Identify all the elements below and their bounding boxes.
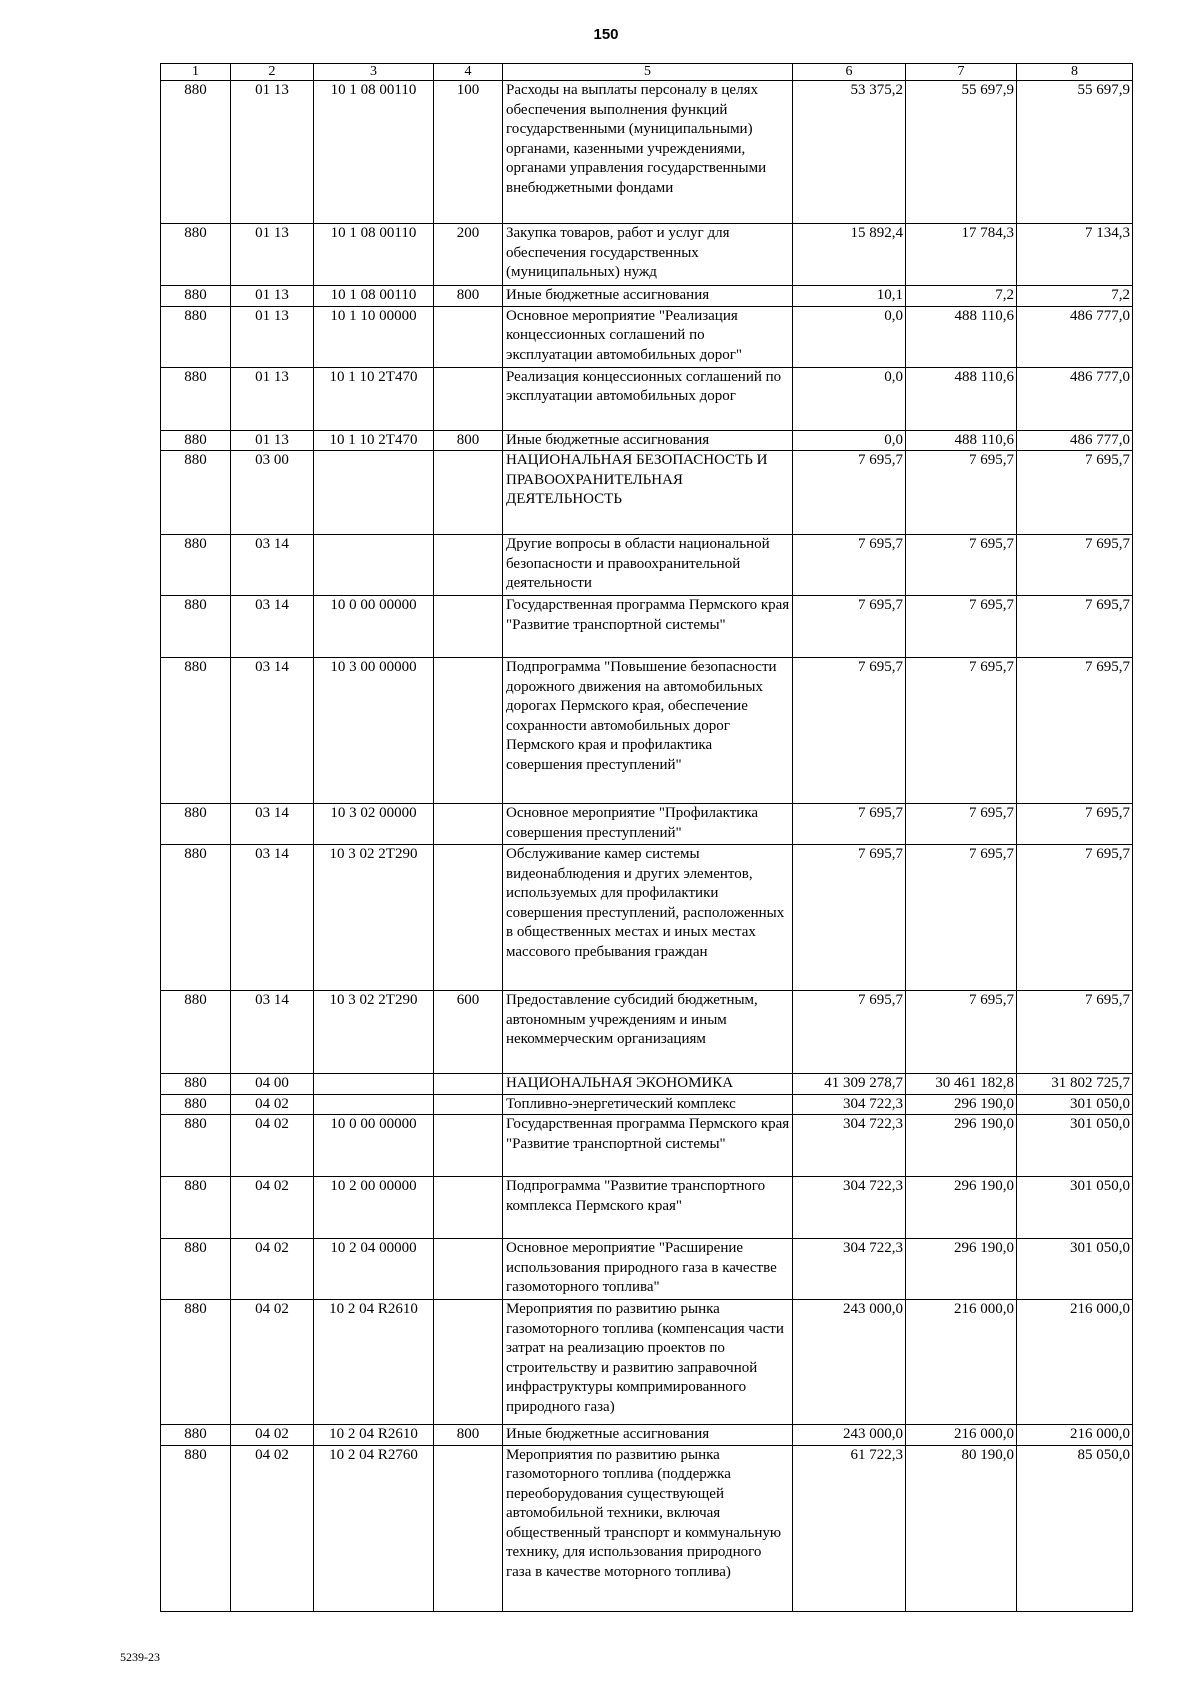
cell-amount-2: 17 784,3	[906, 224, 1017, 286]
cell-description: Мероприятия по развитию рынка газомоторного топлива (компенсация части затрат на реализацию проектов по строительству и развитию заправочной инфраструктуры компримированного природного газа)	[503, 1300, 793, 1425]
column-header: 2	[231, 64, 314, 81]
cell-amount-1: 7 695,7	[793, 991, 906, 1074]
cell-section: 04 02	[231, 1445, 314, 1611]
cell-target-article: 10 1 10 00000	[314, 306, 434, 367]
cell-expense-type	[434, 451, 503, 535]
cell-target-article: 10 3 02 2Т290	[314, 845, 434, 991]
cell-expense-type	[434, 1445, 503, 1611]
cell-description: Основное мероприятие "Профилактика совершения преступлений"	[503, 804, 793, 845]
cell-description: Другие вопросы в области национальной безопасности и правоохранительной деятельности	[503, 535, 793, 596]
column-header: 1	[161, 64, 231, 81]
cell-section: 03 14	[231, 804, 314, 845]
cell-amount-1: 61 722,3	[793, 1445, 906, 1611]
cell-amount-2: 7 695,7	[906, 451, 1017, 535]
cell-amount-3: 7,2	[1017, 286, 1133, 307]
cell-section: 04 02	[231, 1115, 314, 1177]
cell-amount-2: 216 000,0	[906, 1425, 1017, 1446]
table-row	[161, 991, 1133, 1074]
cell-amount-2: 7,2	[906, 286, 1017, 307]
cell-section: 04 02	[231, 1239, 314, 1300]
cell-section: 01 13	[231, 430, 314, 451]
cell-amount-2: 296 190,0	[906, 1177, 1017, 1239]
cell-expense-type	[434, 1177, 503, 1239]
cell-ministry: 880	[161, 658, 231, 804]
cell-section: 03 00	[231, 451, 314, 535]
cell-expense-type	[434, 1094, 503, 1115]
cell-description: Основное мероприятие "Расширение использования природного газа в качестве газомоторного топлива"	[503, 1239, 793, 1300]
cell-amount-3: 486 777,0	[1017, 306, 1133, 367]
cell-description: Закупка товаров, работ и услуг для обеспечения государственных (муниципальных) нужд	[503, 224, 793, 286]
column-header: 8	[1017, 64, 1133, 81]
cell-expense-type	[434, 804, 503, 845]
cell-expense-type	[434, 535, 503, 596]
cell-ministry: 880	[161, 1300, 231, 1425]
cell-ministry: 880	[161, 596, 231, 658]
cell-expense-type	[434, 1074, 503, 1095]
cell-ministry: 880	[161, 1445, 231, 1611]
cell-section: 03 14	[231, 535, 314, 596]
cell-amount-3: 216 000,0	[1017, 1300, 1133, 1425]
cell-section: 01 13	[231, 367, 314, 430]
cell-target-article: 10 2 04 00000	[314, 1239, 434, 1300]
cell-amount-3: 301 050,0	[1017, 1177, 1133, 1239]
cell-description: Предоставление субсидий бюджетным, автономным учреждениям и иным некоммерческим организациям	[503, 991, 793, 1074]
cell-description: Реализация концессионных соглашений по эксплуатации автомобильных дорог	[503, 367, 793, 430]
cell-ministry: 880	[161, 286, 231, 307]
cell-amount-3: 486 777,0	[1017, 367, 1133, 430]
cell-amount-1: 41 309 278,7	[793, 1074, 906, 1095]
cell-amount-3: 7 695,7	[1017, 658, 1133, 804]
cell-ministry: 880	[161, 306, 231, 367]
cell-expense-type	[434, 367, 503, 430]
cell-section: 01 13	[231, 286, 314, 307]
cell-ministry: 880	[161, 1239, 231, 1300]
cell-target-article: 10 2 00 00000	[314, 1177, 434, 1239]
cell-amount-2: 488 110,6	[906, 430, 1017, 451]
cell-amount-1: 7 695,7	[793, 451, 906, 535]
cell-expense-type: 100	[434, 81, 503, 224]
cell-description: Основное мероприятие "Реализация концессионных соглашений по эксплуатации автомобильных дорог"	[503, 306, 793, 367]
cell-amount-1: 243 000,0	[793, 1425, 906, 1446]
cell-expense-type: 600	[434, 991, 503, 1074]
cell-target-article: 10 0 00 00000	[314, 596, 434, 658]
cell-amount-2: 296 190,0	[906, 1239, 1017, 1300]
cell-ministry: 880	[161, 81, 231, 224]
cell-amount-2: 80 190,0	[906, 1445, 1017, 1611]
cell-ministry: 880	[161, 451, 231, 535]
cell-amount-2: 7 695,7	[906, 596, 1017, 658]
cell-ministry: 880	[161, 367, 231, 430]
cell-expense-type	[434, 1239, 503, 1300]
cell-amount-1: 304 722,3	[793, 1177, 906, 1239]
cell-ministry: 880	[161, 430, 231, 451]
cell-expense-type	[434, 845, 503, 991]
cell-section: 04 02	[231, 1177, 314, 1239]
cell-section: 03 14	[231, 991, 314, 1074]
cell-description: Иные бюджетные ассигнования	[503, 286, 793, 307]
table-row	[161, 224, 1133, 286]
table-row	[161, 1239, 1133, 1300]
cell-target-article: 10 3 02 00000	[314, 804, 434, 845]
cell-amount-2: 7 695,7	[906, 991, 1017, 1074]
cell-target-article: 10 1 08 00110	[314, 286, 434, 307]
cell-ministry: 880	[161, 1074, 231, 1095]
cell-expense-type: 800	[434, 430, 503, 451]
cell-expense-type: 200	[434, 224, 503, 286]
cell-target-article: 10 3 02 2Т290	[314, 991, 434, 1074]
cell-amount-2: 7 695,7	[906, 804, 1017, 845]
cell-target-article: 10 1 08 00110	[314, 81, 434, 224]
cell-amount-2: 55 697,9	[906, 81, 1017, 224]
table-row	[161, 845, 1133, 991]
cell-amount-2: 488 110,6	[906, 367, 1017, 430]
cell-amount-3: 216 000,0	[1017, 1425, 1133, 1446]
cell-section: 04 02	[231, 1425, 314, 1446]
table-header	[161, 64, 1133, 81]
cell-amount-1: 0,0	[793, 306, 906, 367]
cell-expense-type: 800	[434, 286, 503, 307]
cell-target-article: 10 1 08 00110	[314, 224, 434, 286]
cell-amount-1: 7 695,7	[793, 804, 906, 845]
cell-ministry: 880	[161, 1425, 231, 1446]
cell-amount-3: 55 697,9	[1017, 81, 1133, 224]
cell-expense-type	[434, 1115, 503, 1177]
cell-section: 03 14	[231, 596, 314, 658]
cell-target-article: 10 2 04 R2610	[314, 1425, 434, 1446]
cell-amount-3: 7 134,3	[1017, 224, 1133, 286]
cell-amount-1: 15 892,4	[793, 224, 906, 286]
cell-section: 01 13	[231, 81, 314, 224]
cell-amount-3: 85 050,0	[1017, 1445, 1133, 1611]
cell-description: Обслуживание камер системы видеонаблюдения и других элементов, используемых для профилактики совершения преступлений, расположенных в общественных местах и иных местах массового пребывания граждан	[503, 845, 793, 991]
table-header-row	[161, 64, 1133, 81]
cell-description: Иные бюджетные ассигнования	[503, 430, 793, 451]
table-row	[161, 596, 1133, 658]
cell-section: 04 00	[231, 1074, 314, 1095]
table-row	[161, 451, 1133, 535]
table-row	[161, 1074, 1133, 1095]
cell-description: Мероприятия по развитию рынка газомоторного топлива (поддержка переоборудования существующей автомобильной техники, включая общественный транспорт и коммунальную технику, для использования природного газа в качестве моторного топлива)	[503, 1445, 793, 1611]
cell-expense-type	[434, 306, 503, 367]
cell-target-article: 10 2 04 R2760	[314, 1445, 434, 1611]
document-code: 5239-23	[120, 1650, 160, 1664]
table-row	[161, 1115, 1133, 1177]
cell-amount-3: 7 695,7	[1017, 991, 1133, 1074]
cell-ministry: 880	[161, 1115, 231, 1177]
column-header: 5	[503, 64, 793, 81]
table-row	[161, 81, 1133, 224]
cell-amount-1: 304 722,3	[793, 1115, 906, 1177]
page-number: 150	[593, 26, 619, 43]
cell-description: Топливно-энергетический комплекс	[503, 1094, 793, 1115]
cell-description: Подпрограмма "Развитие транспортного комплекса Пермского края"	[503, 1177, 793, 1239]
cell-description: Подпрограмма "Повышение безопасности дорожного движения на автомобильных дорогах Пермского края, обеспечение сохранности автомобильных дорог Пермского края и профилактика совершения преступлений"	[503, 658, 793, 804]
cell-amount-1: 7 695,7	[793, 596, 906, 658]
cell-expense-type	[434, 596, 503, 658]
cell-amount-2: 296 190,0	[906, 1094, 1017, 1115]
cell-amount-3: 301 050,0	[1017, 1115, 1133, 1177]
cell-amount-2: 7 695,7	[906, 845, 1017, 991]
cell-amount-1: 243 000,0	[793, 1300, 906, 1425]
budget-table	[160, 63, 1133, 1612]
cell-amount-2: 216 000,0	[906, 1300, 1017, 1425]
table-row	[161, 430, 1133, 451]
cell-target-article	[314, 535, 434, 596]
cell-amount-3: 7 695,7	[1017, 804, 1133, 845]
cell-description: Государственная программа Пермского края "Развитие транспортной системы"	[503, 1115, 793, 1177]
cell-target-article: 10 0 00 00000	[314, 1115, 434, 1177]
cell-amount-1: 7 695,7	[793, 658, 906, 804]
cell-section: 04 02	[231, 1094, 314, 1115]
cell-amount-1: 0,0	[793, 367, 906, 430]
cell-expense-type	[434, 1300, 503, 1425]
cell-ministry: 880	[161, 1177, 231, 1239]
column-header: 3	[314, 64, 434, 81]
cell-amount-2: 30 461 182,8	[906, 1074, 1017, 1095]
cell-ministry: 880	[161, 1094, 231, 1115]
cell-ministry: 880	[161, 224, 231, 286]
cell-ministry: 880	[161, 535, 231, 596]
table-row	[161, 1425, 1133, 1446]
cell-amount-1: 304 722,3	[793, 1239, 906, 1300]
cell-target-article: 10 3 00 00000	[314, 658, 434, 804]
table-row	[161, 1445, 1133, 1611]
table-row	[161, 1177, 1133, 1239]
cell-target-article: 10 1 10 2Т470	[314, 430, 434, 451]
cell-section: 04 02	[231, 1300, 314, 1425]
cell-amount-1: 7 695,7	[793, 535, 906, 596]
cell-amount-2: 7 695,7	[906, 658, 1017, 804]
cell-target-article	[314, 451, 434, 535]
cell-amount-1: 0,0	[793, 430, 906, 451]
cell-amount-2: 7 695,7	[906, 535, 1017, 596]
table-row	[161, 658, 1133, 804]
table-body	[161, 81, 1133, 1612]
table-row	[161, 1300, 1133, 1425]
cell-amount-1: 10,1	[793, 286, 906, 307]
table-row	[161, 1094, 1133, 1115]
cell-description: Иные бюджетные ассигнования	[503, 1425, 793, 1446]
cell-amount-1: 53 375,2	[793, 81, 906, 224]
cell-amount-3: 7 695,7	[1017, 596, 1133, 658]
table-row	[161, 804, 1133, 845]
column-header: 4	[434, 64, 503, 81]
cell-ministry: 880	[161, 804, 231, 845]
cell-description: НАЦИОНАЛЬНАЯ ЭКОНОМИКА	[503, 1074, 793, 1095]
cell-section: 03 14	[231, 845, 314, 991]
cell-amount-1: 304 722,3	[793, 1094, 906, 1115]
cell-amount-3: 7 695,7	[1017, 451, 1133, 535]
column-header: 6	[793, 64, 906, 81]
cell-amount-2: 296 190,0	[906, 1115, 1017, 1177]
cell-section: 03 14	[231, 658, 314, 804]
cell-expense-type	[434, 658, 503, 804]
table-row	[161, 286, 1133, 307]
cell-section: 01 13	[231, 306, 314, 367]
cell-section: 01 13	[231, 224, 314, 286]
cell-expense-type: 800	[434, 1425, 503, 1446]
cell-amount-1: 7 695,7	[793, 845, 906, 991]
cell-target-article	[314, 1094, 434, 1115]
table-row	[161, 367, 1133, 430]
cell-amount-3: 486 777,0	[1017, 430, 1133, 451]
cell-description: НАЦИОНАЛЬНАЯ БЕЗОПАСНОСТЬ И ПРАВООХРАНИТЕЛЬНАЯ ДЕЯТЕЛЬНОСТЬ	[503, 451, 793, 535]
cell-amount-3: 7 695,7	[1017, 845, 1133, 991]
cell-target-article: 10 1 10 2Т470	[314, 367, 434, 430]
cell-amount-3: 301 050,0	[1017, 1239, 1133, 1300]
table-row	[161, 535, 1133, 596]
cell-description: Государственная программа Пермского края "Развитие транспортной системы"	[503, 596, 793, 658]
cell-target-article	[314, 1074, 434, 1095]
cell-amount-3: 301 050,0	[1017, 1094, 1133, 1115]
cell-amount-3: 7 695,7	[1017, 535, 1133, 596]
cell-amount-3: 31 802 725,7	[1017, 1074, 1133, 1095]
cell-amount-2: 488 110,6	[906, 306, 1017, 367]
cell-ministry: 880	[161, 991, 231, 1074]
cell-target-article: 10 2 04 R2610	[314, 1300, 434, 1425]
column-header: 7	[906, 64, 1017, 81]
cell-description: Расходы на выплаты персоналу в целях обеспечения выполнения функций государственными (муниципальными) органами, казенными учреждениями, органами управления государственными внебюджетными фондами	[503, 81, 793, 224]
table-row	[161, 306, 1133, 367]
cell-ministry: 880	[161, 845, 231, 991]
